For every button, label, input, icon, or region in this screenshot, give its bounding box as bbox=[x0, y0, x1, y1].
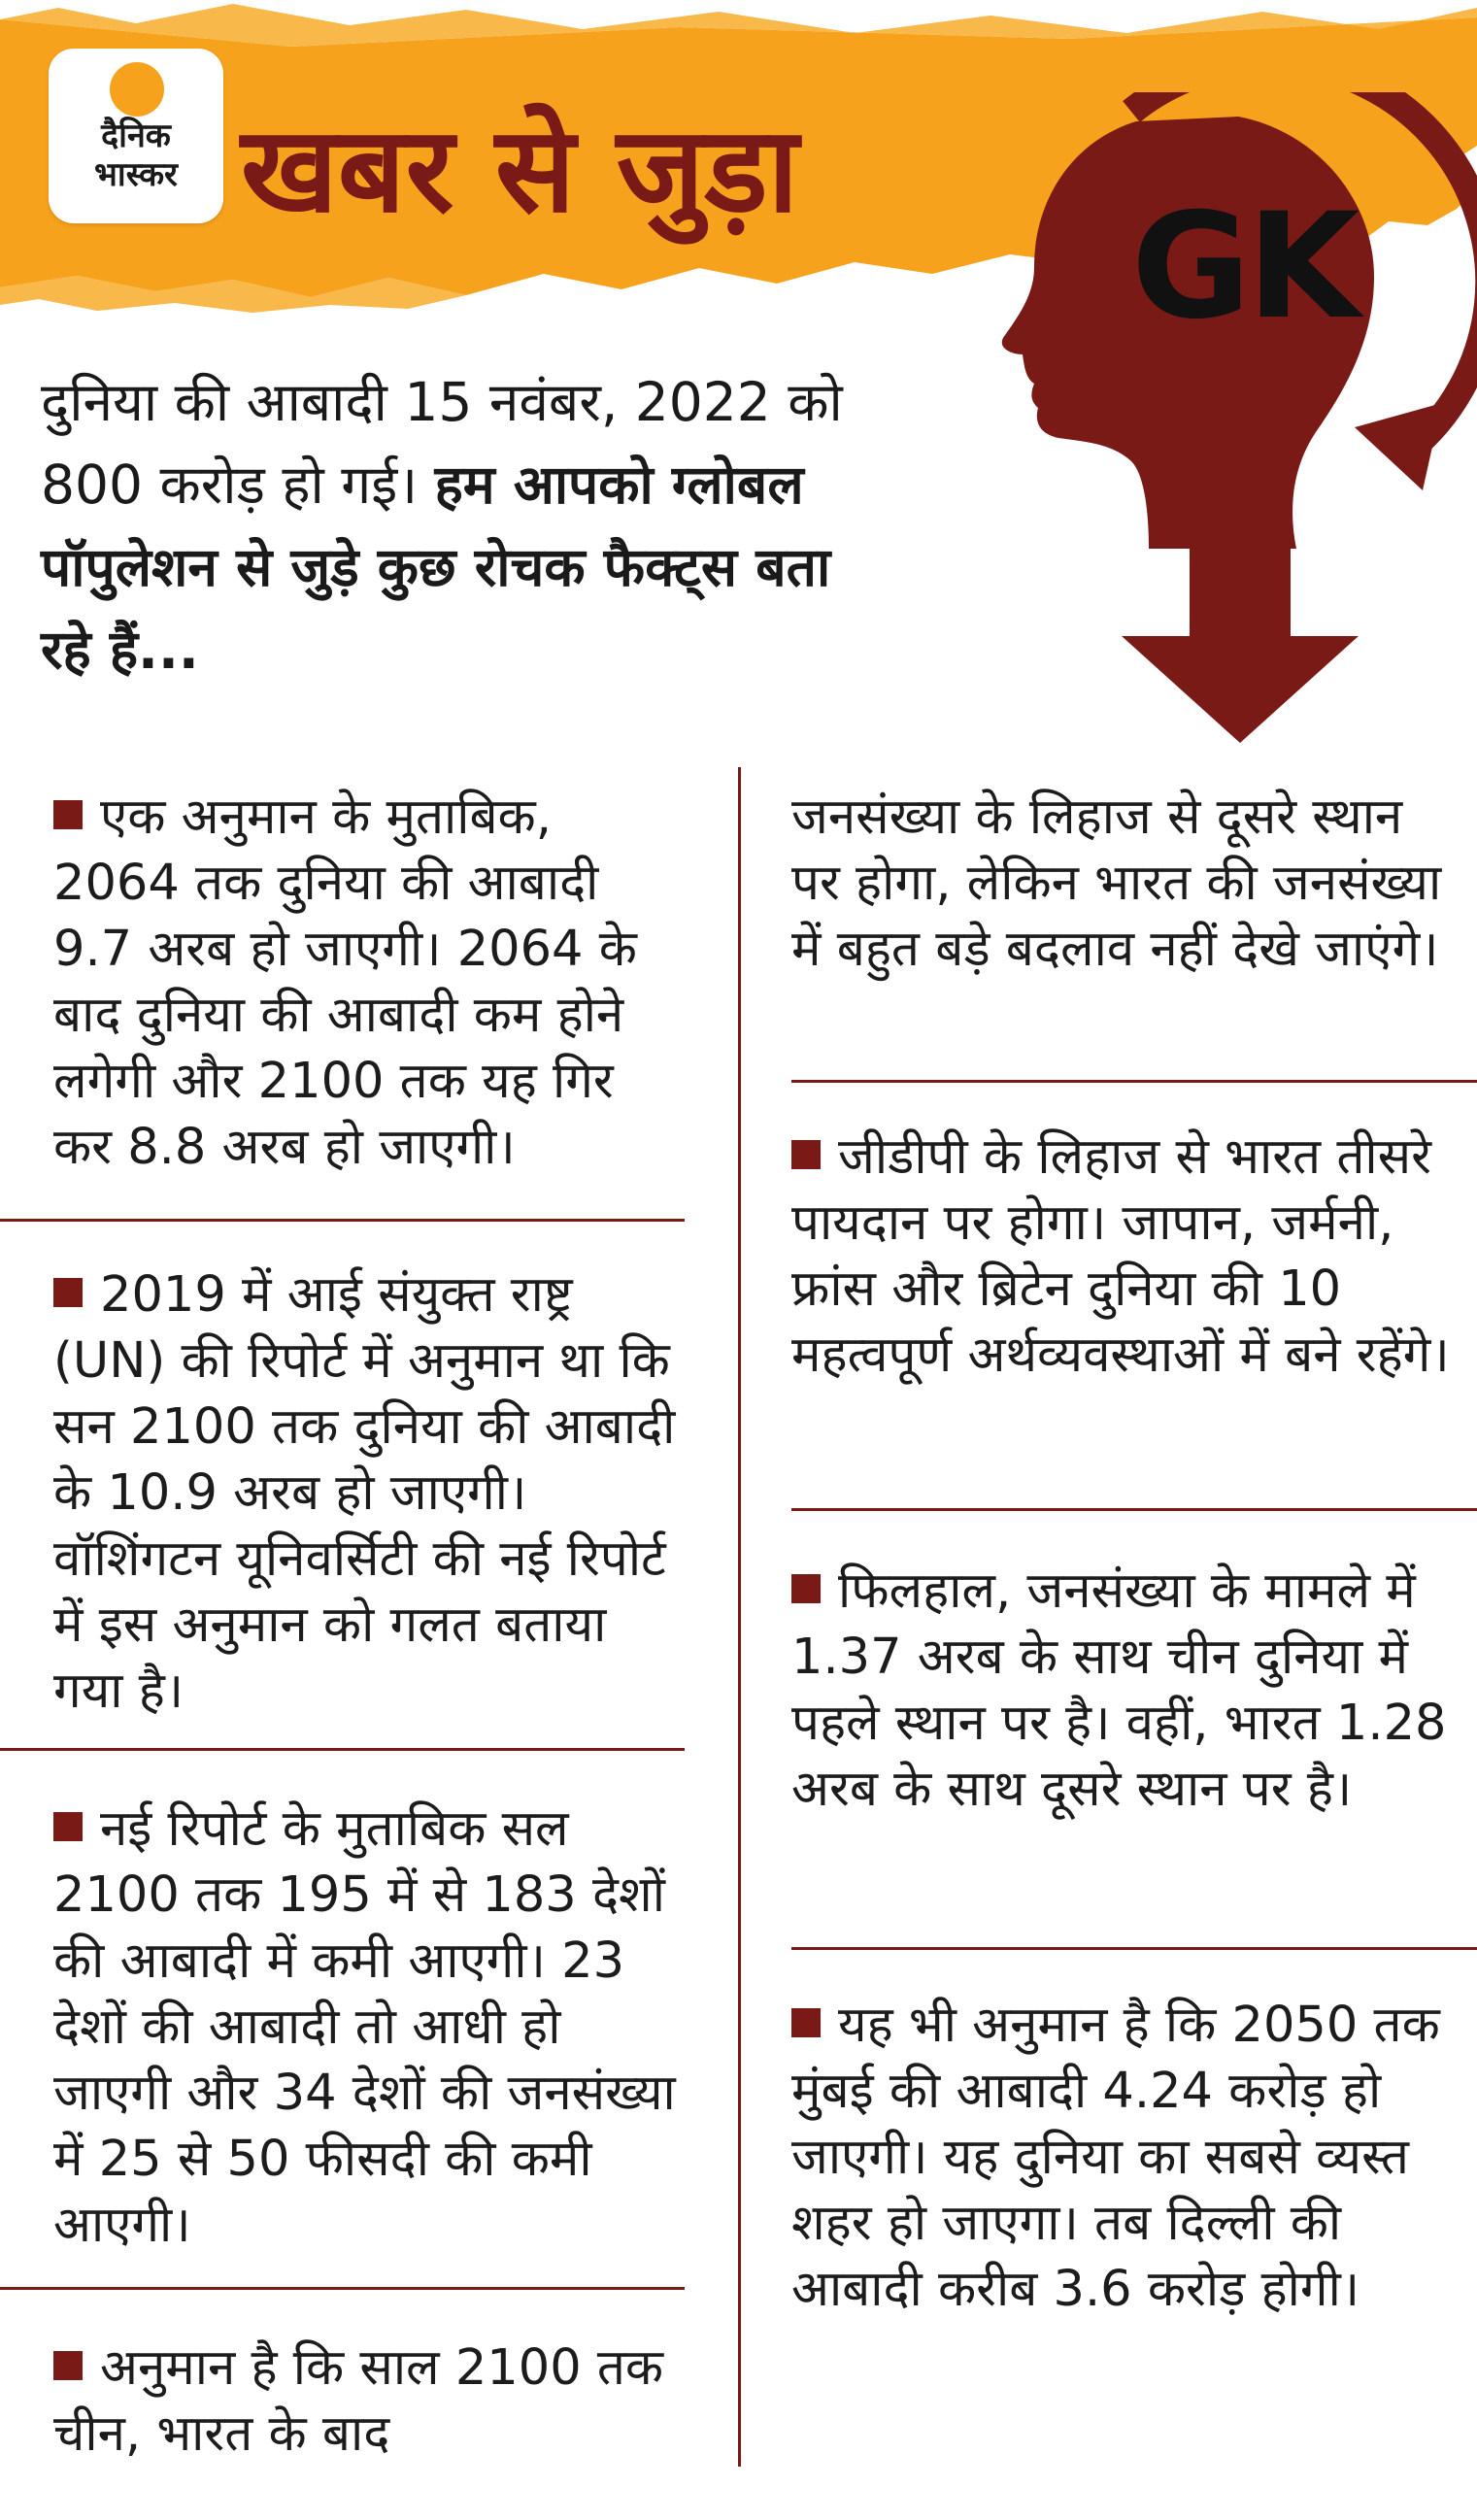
logo-line-1: दैनिक bbox=[101, 117, 171, 155]
bullet-square-icon bbox=[53, 2351, 83, 2380]
bullet-square-icon bbox=[53, 1278, 83, 1307]
bullet-square-icon bbox=[791, 2008, 821, 2037]
bullet-square-icon bbox=[791, 1574, 821, 1603]
fact-item bbox=[53, 785, 685, 1181]
fact-item bbox=[791, 785, 1461, 983]
fact-text: यह भी अनुमान है कि 2050 तक मुंबई की आबादी 4.24 करोड़ हो जाएगी। यह दुनिया का सबसे व्यस्त शहर हो जाएगा। तब दिल्ली की आबादी करीब 3.6 करोड़ होगी। bbox=[791, 1997, 1440, 2318]
intro-paragraph bbox=[41, 361, 895, 691]
divider bbox=[791, 1508, 1477, 1511]
divider bbox=[0, 1748, 685, 1751]
sun-icon bbox=[110, 62, 164, 117]
logo-line-2: भास्कर bbox=[94, 155, 178, 194]
fact-text: जीडीपी के लिहाज से भारत तीसरे पायदान पर होगा। जापान, जर्मनी, फ्रांस और ब्रिटेन दुनिया की 10 महत्वपूर्ण अर्थव्यवस्थाओं में बने रहेंगे। bbox=[791, 1128, 1450, 1384]
intro-bold: हम आपको ग्लोबल पॉपुलेशन से जुड़े कुछ रोचक फैक्ट्स बता रहे हैं... bbox=[41, 454, 831, 681]
fact-item bbox=[53, 1797, 685, 2259]
fact-text: अनुमान है कि साल 2100 तक चीन, भारत के बाद bbox=[53, 2339, 664, 2463]
bullet-square-icon bbox=[53, 1812, 83, 1841]
fact-item bbox=[791, 1125, 1461, 1389]
fact-item bbox=[53, 1262, 685, 1725]
intro-plain: दुनिया की आबादी 15 नवंबर, 2022 को 800 करोड़ हो गई। bbox=[41, 371, 843, 516]
divider bbox=[791, 1947, 1477, 1950]
bullet-square-icon bbox=[791, 1140, 821, 1169]
fact-text: फिलहाल, जनसंख्या के मामले में 1.37 अरब के साथ चीन दुनिया में पहले स्थान पर है। वहीं, भारत 1.28 अरब के साथ दूसरे स्थान पर है। bbox=[791, 1562, 1447, 1818]
fact-item bbox=[791, 1559, 1461, 1823]
fact-text: जनसंख्या के लिहाज से दूसरे स्थान पर होगा, लेकिन भारत की जनसंख्या में बहुत बड़े बदलाव नहीं देखे जाएंगे। bbox=[791, 789, 1442, 978]
fact-item bbox=[53, 2335, 685, 2468]
fact-text: एक अनुमान के मुताबिक, 2064 तक दुनिया की आबादी 9.7 अरब हो जाएगी। 2064 के बाद दुनिया की आबादी कम होने लगेगी और 2100 तक यह गिर कर 8.8 अरब हो जाएगी। bbox=[53, 789, 637, 1176]
fact-item bbox=[791, 1993, 1461, 2323]
bullet-square-icon bbox=[53, 800, 83, 829]
divider bbox=[0, 1219, 685, 1222]
page-title: खबर से जुड़ा bbox=[241, 101, 799, 239]
dainik-bhaskar-logo bbox=[49, 49, 223, 223]
fact-text: 2019 में आई संयुक्त राष्ट्र (UN) की रिपोर्ट में अनुमान था कि सन 2100 तक दुनिया की आबादी के 10.9 अरब हो जाएगी। वॉशिंगटन यूनिवर्सिटी की नई रिपोर्ट में इस अनुमान को गलत बताया गया है। bbox=[53, 1266, 676, 1720]
divider bbox=[791, 1080, 1477, 1083]
column-divider bbox=[738, 767, 741, 2467]
fact-text: नई रिपोर्ट के मुताबिक सल 2100 तक 195 में से 183 देशों की आबादी में कमी आएगी। 23 देशों की आबादी तो आधी हो जाएगी और 34 देशों की जनसंख्या में 25 से 50 फीसदी की कमी आएगी। bbox=[53, 1800, 676, 2254]
divider bbox=[0, 2287, 685, 2290]
gk-badge: GK bbox=[1131, 183, 1357, 352]
